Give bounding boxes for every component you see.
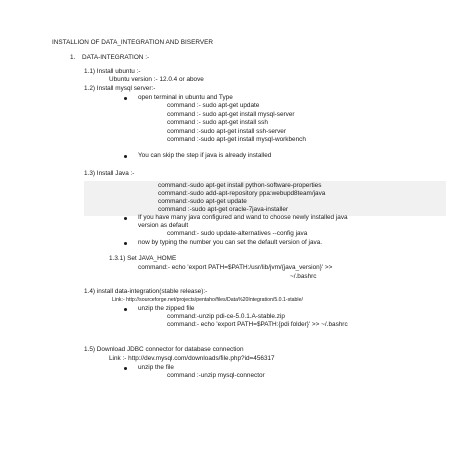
bullet-text: now by typing the number you can set the default version of java. xyxy=(138,239,323,246)
bullet-text: open terminal in ubuntu and Type xyxy=(138,94,233,101)
bullet-text: unzip the zipped file xyxy=(138,305,195,312)
bullet-text: version as default xyxy=(138,222,189,229)
command-line: command :- sudo apt-get install ssh xyxy=(167,119,268,126)
bullet-text: You can skip the step if java is already installed xyxy=(138,152,272,159)
command-line: command:-sudo apt-get install python-software-properties xyxy=(158,182,322,189)
link-text: Link :- http://dev.mysql.com/downloads/file.php?id=456317 xyxy=(109,355,275,362)
bullet-icon xyxy=(124,217,127,220)
bullet-icon xyxy=(124,308,127,311)
bullet-text: If you have many java configured and wand to choose newly installed java xyxy=(138,214,348,221)
bullet-text: unzip the file xyxy=(138,364,174,371)
document-title: INSTALLION OF DATA_INTEGRATION AND BISERVER xyxy=(52,39,213,46)
bullet-icon xyxy=(124,242,127,245)
command-line: command:-sudo apt-get update xyxy=(158,198,247,205)
command-line: command :-sudo apt-get install ssh-server xyxy=(167,128,286,135)
command-line: ~/.bashrc xyxy=(290,273,317,280)
step-label: 1.3) Install Java :- xyxy=(84,170,135,177)
command-line: command :-sudo apt-get oracle-7java-installer xyxy=(158,206,289,213)
step-label: 1.1) Install ubuntu :- xyxy=(84,68,141,75)
command-line: command :-sudo apt-get install mysql-workbench xyxy=(167,136,306,143)
step-label: 1.5) Download JDBC connector for database connection xyxy=(84,346,244,353)
bullet-icon xyxy=(124,97,127,100)
command-line: command :- sudo apt-get install mysql-server xyxy=(167,111,295,118)
section-number: 1. xyxy=(70,54,76,61)
command-line: command:- echo 'export PATH=$PATH:/usr/lib/jvm/{java_version}' >> xyxy=(138,264,333,271)
command-line: command:- echo 'export PATH=$PATH:{pdi folder}' >> ~/.bashrc xyxy=(167,321,348,328)
step-label: 1.2) Install mysql server:- xyxy=(84,85,156,92)
command-line: command :-unzip mysql-connector xyxy=(167,372,265,379)
section-heading: DATA-INTEGRATION :- xyxy=(82,54,150,61)
step-label: 1.4) install data-integration(stable release):- xyxy=(84,288,208,295)
bullet-icon xyxy=(124,155,127,158)
step-detail: Ubuntu version :- 12.0.4 or above xyxy=(109,76,204,83)
link-text: Link:- http://sourceforge.net/projects/pentaho/files/Data%20Integration/5.0.1-stable/ xyxy=(112,297,303,303)
command-line: command:- sudo update-alternatives --config java xyxy=(167,230,308,237)
command-line: command:-sudo add-apt-repository ppa:webupd8team/java xyxy=(158,190,326,197)
bullet-icon xyxy=(124,367,127,370)
command-line: command :- sudo apt-get update xyxy=(167,102,260,109)
command-line: command:-unzip pdi-ce-5.0.1.A-stable.zip xyxy=(167,313,285,320)
step-label: 1.3.1) Set JAVA_HOME xyxy=(109,255,177,262)
